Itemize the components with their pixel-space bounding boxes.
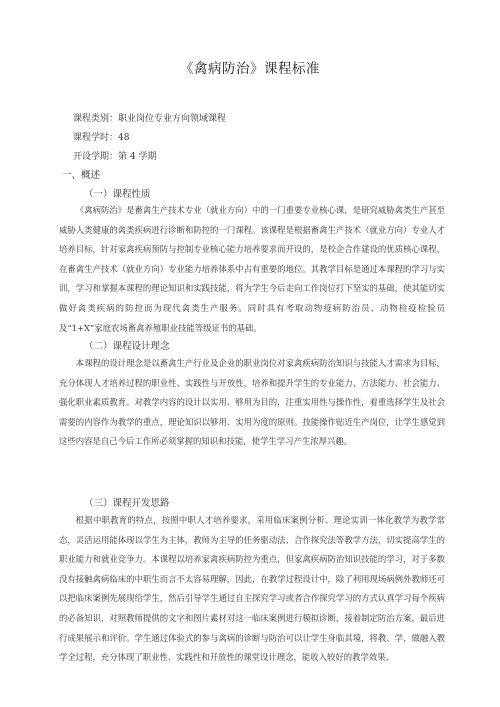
section-heading-overview: 一、概述	[62, 170, 101, 181]
paragraph-development-approach: 根据中职教育的特点，按照中职人才培养要求，采用临床案例分析、理论实训一体化教学为教学常态，灵活运用能体现以学生为主体，教师为主导的任务驱动法、合作探究法等教学方法，切实提高学生的职业能力和就业竞争力。本课程以培养家禽疾病防控为重点，但家禽疾病防治知识技能的学习，对于多数没有接触禽病临床的中职生而言不太容易理解，因此，在教学过程设计中，除了利用现场病例外教师还可以把临床案例先展现给学生，然后引导学生通过自主探究学习或者合作探究学习的方式认真学习每个疾病的必备知识，对照教师提供的文字和图片素材对这一临床案例进行模拟诊断，接着制定防治方案，最后进行成果展示和评价。学生通过体验式的参与禽病的诊断与防治可以让学生身临其境，将教、学、做融入教学全过程，充分体现了职业性、实践性和开放性的课堂设计理念，能收入较好的教学效果。	[59, 515, 445, 663]
document-title: 《禽病防治》课程标准	[180, 61, 320, 77]
course-category: 课程类别：职业岗位专业方向领域课程	[73, 114, 227, 124]
subsection-heading-design: （二）课程设计理念	[84, 341, 170, 352]
paragraph-design-concept: 本课程的设计理念是以畜禽生产行业及企业的职业岗位对家禽疾病防治知识与技能人才需求为目标，充分体现人才培养过程的职业性、实践性与开放性，培养和提升学生的专业能力、方法能力、社会能力、强化职业素质教育。对教学内容的设计以实用、够用为目的，注重实用性与操作性，着重选择学生及社会需要的内容作为教学的重点，理论知识以够用、实用为度的原则。技能操作贴近生产岗位，让学生感觉到这些内容是自己今后工作所必须掌握的知识和技能，使学生学习产生浓厚兴趣。	[59, 358, 445, 447]
subsection-heading-development: （三）课程开发思路	[84, 498, 170, 509]
course-semester: 开设学期：第 4 学期	[73, 152, 157, 162]
course-hours: 课程学时：48	[73, 133, 130, 143]
paragraph-course-nature: 《禽病防治》是畜禽生产技术专业（就业方向）中的一门重要专业核心课，是研究威胁禽类生产甚至威胁人类健康的禽类疾病进行诊断和防控的一门课程。该课程是根据畜禽生产技术（就业方向）专业人才培养目标，针对家禽疾病预防与控制专业核心能力培养要求而开设的，是校企合作建设的优质核心课程，在畜禽生产技术（就业方向）专业能力培养体系中占有重要的地位。其教学目标是通过本课程的学习与实训，学习和掌握本课程的理论知识和实践技能，将为学生今后走向工作岗位打下坚实的基础，使其能切实做好禽类疾病的防控而为现代禽类生产服务。同时具有考取动物疫病防治员、动物检疫检验员及“1+X”家庭农场畜禽养殖职业技能等级证书的基础。	[59, 205, 445, 333]
subsection-heading-nature: （一）课程性质	[84, 189, 151, 200]
